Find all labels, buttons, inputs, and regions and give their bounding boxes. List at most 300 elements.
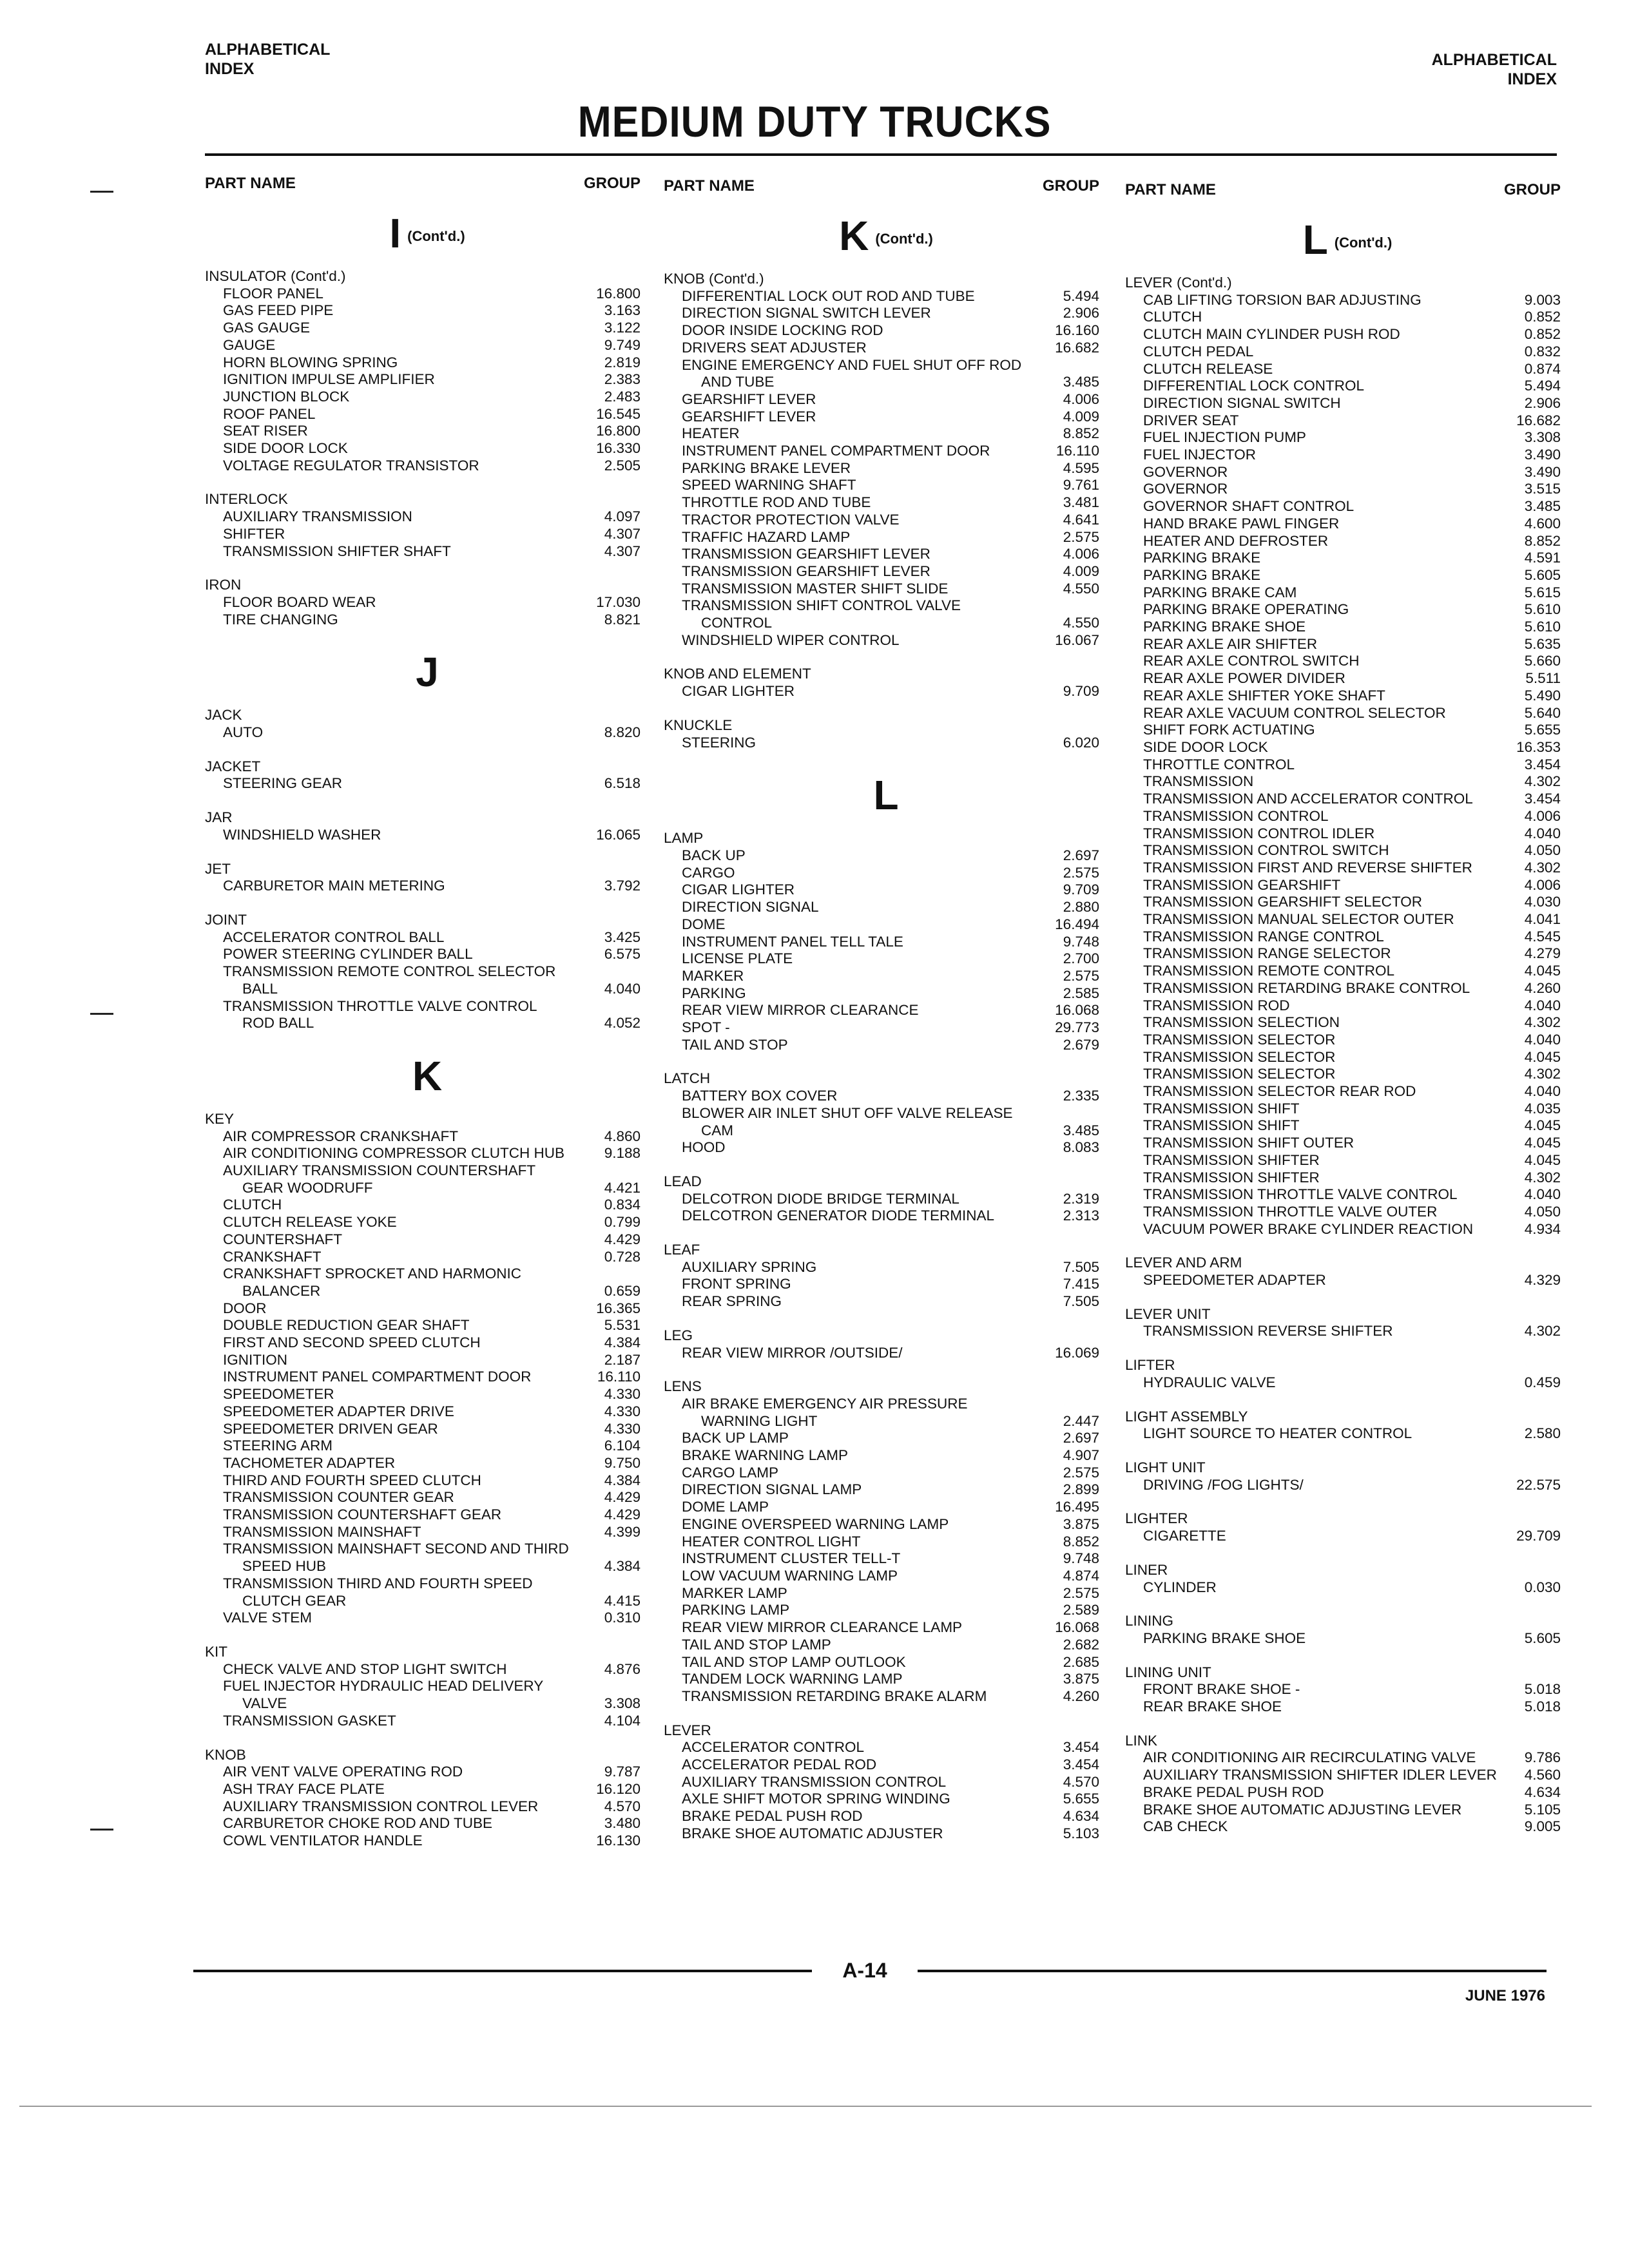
part-name: ACCELERATOR PEDAL ROD <box>682 1756 877 1773</box>
group-number: 6.575 <box>604 946 641 963</box>
index-row <box>1125 928 1570 946</box>
part-name-header: PART NAME <box>1125 181 1216 198</box>
part-name: TACHOMETER ADAPTER <box>223 1454 396 1471</box>
index-row <box>205 1334 650 1352</box>
part-name: REAR SPRING <box>682 1293 782 1310</box>
group-number: 4.330 <box>604 1403 641 1419</box>
index-column-3 <box>1125 182 1570 1852</box>
section-letter-text: K <box>839 213 869 259</box>
group-number: 2.682 <box>1063 1636 1099 1653</box>
part-name: GOVERNOR <box>1143 463 1228 480</box>
index-row <box>205 1558 650 1575</box>
index-row <box>664 1533 1108 1551</box>
part-name: TRANSMISSION MAINSHAFT <box>223 1523 421 1540</box>
group-number: 4.634 <box>1063 1808 1099 1825</box>
group-name: LAMP <box>664 830 704 847</box>
index-group <box>1125 274 1570 1238</box>
index-row <box>1125 1032 1570 1049</box>
part-name: LIGHT SOURCE TO HEATER CONTROL <box>1143 1425 1412 1442</box>
index-row <box>664 1619 1108 1637</box>
index-row <box>664 1345 1108 1362</box>
index-row <box>664 1654 1108 1671</box>
index-row <box>664 494 1108 512</box>
index-row <box>1125 1204 1570 1221</box>
index-row <box>205 1524 650 1541</box>
index-row <box>205 508 650 526</box>
page-number: A-14 <box>842 1959 887 1982</box>
index-row <box>664 735 1108 752</box>
part-name: ROOF PANEL <box>223 405 316 422</box>
part-name: DRIVERS SEAT ADJUSTER <box>682 339 867 356</box>
part-name: PARKING BRAKE <box>1143 550 1261 566</box>
index-row <box>1125 1477 1570 1494</box>
part-name: FLOOR BOARD WEAR <box>223 593 376 610</box>
group-name: LINER <box>1125 1561 1168 1578</box>
index-row <box>664 425 1108 443</box>
part-name: PARKING BRAKE SHOE <box>1143 1629 1306 1646</box>
part-name: PARKING BRAKE SHOE <box>1143 619 1306 635</box>
index-row <box>205 1162 650 1180</box>
index-row <box>664 1637 1108 1654</box>
index-row <box>664 1276 1108 1293</box>
group-header: GROUP <box>1042 177 1099 195</box>
group-number: 4.876 <box>604 1660 641 1677</box>
part-name: HEATER <box>682 425 740 442</box>
index-row <box>1125 1374 1570 1392</box>
index-row <box>205 1403 650 1421</box>
group-number: 7.505 <box>1063 1258 1099 1275</box>
part-name: VOLTAGE REGULATOR TRANSISTOR <box>223 457 479 474</box>
group-number: 5.605 <box>1524 566 1561 583</box>
part-name: TRANSMISSION THROTTLE VALVE CONTROL <box>223 997 537 1014</box>
group-number: 4.035 <box>1524 1100 1561 1117</box>
part-name: POWER STEERING CYLINDER BALL <box>223 946 473 963</box>
group-number: 3.454 <box>1524 791 1561 807</box>
index-row <box>205 1317 650 1334</box>
part-name: BRAKE SHOE AUTOMATIC ADJUSTER <box>682 1825 943 1841</box>
part-name: TRANSMISSION SHIFT OUTER <box>1143 1135 1354 1151</box>
part-name: AUTO <box>223 724 264 741</box>
index-row <box>1125 670 1570 687</box>
part-name: AUXILIARY TRANSMISSION CONTROL <box>682 1773 947 1790</box>
index-row <box>1125 722 1570 739</box>
part-name: TRANSMISSION RANGE SELECTOR <box>1143 945 1391 962</box>
index-row <box>664 1516 1108 1533</box>
header-right-line1: ALPHABETICAL <box>1431 51 1557 69</box>
index-group <box>205 268 650 474</box>
group-number: 4.545 <box>1524 928 1561 945</box>
margin-mark <box>90 1829 113 1831</box>
group-number: 22.575 <box>1516 1476 1561 1493</box>
part-name: DOUBLE REDUCTION GEAR SHAFT <box>223 1317 470 1334</box>
part-name: TRANSMISSION GEARSHIFT LEVER <box>682 562 930 579</box>
group-number: 4.560 <box>1524 1767 1561 1783</box>
group-number: 4.860 <box>604 1128 641 1144</box>
group-number: 29.709 <box>1516 1528 1561 1544</box>
part-name: GEAR WOODRUFF <box>242 1179 373 1196</box>
index-row <box>664 374 1108 391</box>
part-name: DIRECTION SIGNAL <box>682 899 819 916</box>
part-name: TRANSMISSION SHIFT <box>1143 1100 1300 1117</box>
index-row <box>664 881 1108 899</box>
header-left <box>205 40 330 79</box>
index-row <box>664 934 1108 951</box>
group-number: 4.570 <box>604 1798 641 1814</box>
index-row <box>1125 1425 1570 1443</box>
part-name: CHECK VALVE AND STOP LIGHT SWITCH <box>223 1660 507 1677</box>
index-row <box>205 1196 650 1214</box>
group-number: 4.302 <box>1524 859 1561 876</box>
part-name: THIRD AND FOURTH SPEED CLUTCH <box>223 1472 481 1488</box>
part-name: AXLE SHIFT MOTOR SPRING WINDING <box>682 1791 950 1807</box>
index-row <box>664 1825 1108 1843</box>
index-row <box>664 615 1108 632</box>
index-row <box>1125 395 1570 412</box>
index-row <box>1125 378 1570 395</box>
index-row <box>1125 945 1570 963</box>
part-name: TAIL AND STOP LAMP <box>682 1636 831 1653</box>
group-number <box>1099 597 1108 615</box>
group-number: 5.615 <box>1524 584 1561 601</box>
group-number: 0.874 <box>1524 360 1561 377</box>
part-name: CIGAR LIGHTER <box>682 683 795 700</box>
index-row <box>1125 877 1570 894</box>
part-name: CONTROL <box>701 615 773 631</box>
index-row <box>1125 963 1570 980</box>
part-name: LICENSE PLATE <box>682 950 793 967</box>
section-letter <box>205 206 650 264</box>
index-row <box>205 1781 650 1798</box>
index-row <box>664 1499 1108 1516</box>
group-number: 5.531 <box>604 1317 641 1334</box>
column-header <box>205 175 650 201</box>
group-number <box>641 1162 650 1180</box>
part-name: TRANSMISSION ROD <box>1143 997 1290 1014</box>
index-row <box>1125 860 1570 877</box>
index-row <box>664 1105 1108 1122</box>
part-name: TRANSMISSION MASTER SHIFT SLIDE <box>682 580 949 597</box>
group-number: 4.097 <box>604 508 641 525</box>
group-name: LIFTER <box>1125 1357 1175 1374</box>
group-number: 0.728 <box>604 1248 641 1265</box>
index-group <box>205 758 650 793</box>
index-row <box>1125 326 1570 343</box>
group-name: JET <box>205 860 231 877</box>
index-row <box>664 546 1108 563</box>
index-row <box>1125 343 1570 361</box>
index-row <box>205 594 650 611</box>
group-number <box>641 998 650 1015</box>
group-number: 4.302 <box>1524 1014 1561 1031</box>
part-name: DOOR <box>223 1300 267 1316</box>
index-group <box>664 717 1108 751</box>
index-row <box>205 946 650 963</box>
part-name: BLOWER AIR INLET SHUT OFF VALVE RELEASE <box>682 1104 1013 1121</box>
index-row <box>664 1774 1108 1791</box>
index-row <box>1125 533 1570 550</box>
group-number: 5.660 <box>1524 653 1561 669</box>
group-name: KNOB AND ELEMENT <box>664 666 811 682</box>
index-row <box>664 968 1108 985</box>
part-name: TRANSMISSION CONTROL IDLER <box>1143 825 1375 841</box>
group-number: 5.635 <box>1524 635 1561 652</box>
part-name: INSTRUMENT PANEL COMPARTMENT DOOR <box>223 1369 532 1385</box>
index-row <box>205 526 650 543</box>
index-row <box>1125 997 1570 1015</box>
group-number: 5.655 <box>1063 1791 1099 1807</box>
index-row <box>664 1550 1108 1568</box>
group-number: 6.104 <box>604 1437 641 1454</box>
group-number: 5.640 <box>1524 704 1561 721</box>
group-number: 5.105 <box>1524 1801 1561 1818</box>
part-name: STEERING ARM <box>223 1437 333 1454</box>
group-number: 4.045 <box>1524 1048 1561 1065</box>
group-number: 2.906 <box>1063 305 1099 322</box>
group-number: 4.384 <box>604 1558 641 1575</box>
group-number: 9.750 <box>604 1454 641 1471</box>
part-name: TRANSMISSION AND ACCELERATOR CONTROL <box>1143 791 1473 807</box>
part-name: GAS GAUGE <box>223 320 311 336</box>
group-number <box>641 1678 650 1695</box>
index-group <box>1125 1306 1570 1340</box>
part-name: REAR AXLE POWER DIVIDER <box>1143 670 1345 687</box>
part-name: TRANSMISSION SELECTOR <box>1143 1031 1336 1048</box>
index-row <box>205 457 650 475</box>
group-number: 0.799 <box>604 1214 641 1231</box>
group-number: 2.679 <box>1063 1036 1099 1053</box>
index-row <box>1125 1272 1570 1289</box>
section-letter-text: L <box>873 772 899 819</box>
index-row <box>664 683 1108 700</box>
part-name: PARKING BRAKE <box>1143 566 1261 583</box>
part-name: STEERING GEAR <box>223 775 343 792</box>
group-number: 16.682 <box>1055 339 1099 356</box>
part-name: DIRECTION SIGNAL LAMP <box>682 1481 862 1498</box>
group-number: 4.330 <box>604 1386 641 1403</box>
index-group <box>1125 1408 1570 1443</box>
group-header: GROUP <box>1503 181 1561 198</box>
part-name: STEERING <box>682 734 757 751</box>
group-number: 16.800 <box>596 423 641 439</box>
group-number: 16.065 <box>596 826 641 843</box>
part-name: CRANKSHAFT SPROCKET AND HARMONIC <box>223 1265 521 1282</box>
group-number: 4.302 <box>1524 1066 1561 1082</box>
index-row <box>1125 739 1570 756</box>
group-number: 16.110 <box>1055 443 1099 459</box>
part-name: TRANSMISSION SHIFT <box>1143 1117 1300 1134</box>
part-name: TRANSMISSION GEARSHIFT <box>1143 876 1341 893</box>
index-row <box>664 1139 1108 1157</box>
index-group <box>664 830 1108 1053</box>
index-row <box>664 460 1108 477</box>
group-number: 3.490 <box>1524 447 1561 463</box>
group-number: 16.495 <box>1055 1499 1099 1515</box>
part-name: INSTRUMENT PANEL COMPARTMENT DOOR <box>682 443 990 459</box>
part-name: SPEEDOMETER ADAPTER DRIVE <box>223 1403 454 1419</box>
group-number: 2.319 <box>1063 1190 1099 1207</box>
index-group <box>664 271 1108 649</box>
part-name: HORN BLOWING SPRING <box>223 354 398 370</box>
group-number: 16.800 <box>596 285 641 302</box>
group-number: 5.511 <box>1525 670 1561 687</box>
index-row <box>205 1678 650 1695</box>
index-row <box>664 1088 1108 1105</box>
index-group <box>205 1644 650 1730</box>
part-name: DIFFERENTIAL LOCK CONTROL <box>1143 378 1364 394</box>
index-row <box>664 597 1108 615</box>
index-group <box>664 1173 1108 1225</box>
index-row <box>664 899 1108 916</box>
index-row <box>205 1506 650 1524</box>
part-name: TRANSMISSION GEARSHIFT LEVER <box>682 546 930 562</box>
index-row <box>205 1593 650 1610</box>
group-number <box>641 1265 650 1283</box>
group-number: 4.634 <box>1524 1783 1561 1800</box>
group-number: 3.481 <box>1063 494 1099 511</box>
part-name: MARKER <box>682 967 744 984</box>
group-number: 16.682 <box>1516 412 1561 428</box>
index-row <box>1125 705 1570 722</box>
group-number: 2.880 <box>1063 899 1099 916</box>
index-row <box>1125 1186 1570 1204</box>
part-name: WARNING LIGHT <box>701 1412 818 1429</box>
group-number: 9.003 <box>1524 291 1561 308</box>
part-name: SPEED HUB <box>242 1558 327 1575</box>
part-name: TRANSMISSION SHIFT CONTROL VALVE <box>682 597 961 614</box>
part-name: CLUTCH <box>223 1196 282 1213</box>
index-group <box>205 912 650 1032</box>
index-row <box>664 340 1108 357</box>
index-row <box>664 1293 1108 1311</box>
group-number: 2.575 <box>1063 528 1099 545</box>
group-header: GROUP <box>583 175 641 192</box>
header-left-line1: ALPHABETICAL <box>205 41 331 59</box>
group-number: 4.399 <box>604 1523 641 1540</box>
group-number: 4.907 <box>1063 1447 1099 1464</box>
part-name: TRANSMISSION RANGE CONTROL <box>1143 928 1384 945</box>
group-number: 4.302 <box>1524 1169 1561 1186</box>
group-number: 17.030 <box>596 593 641 610</box>
section-contd: (Cont'd.) <box>875 231 933 247</box>
group-number: 2.575 <box>1063 967 1099 984</box>
part-name: ASH TRAY FACE PLATE <box>223 1780 385 1797</box>
group-number: 3.875 <box>1063 1515 1099 1532</box>
part-name: SHIFT FORK ACTUATING <box>1143 722 1315 738</box>
part-name: CARGO <box>682 864 735 881</box>
group-name: LIGHT ASSEMBLY <box>1125 1408 1248 1425</box>
group-number: 5.605 <box>1524 1629 1561 1646</box>
part-name: HAND BRAKE PAWL FINGER <box>1143 515 1340 532</box>
part-name: ROD BALL <box>242 1015 314 1032</box>
group-number <box>1099 357 1108 374</box>
group-number: 3.792 <box>604 878 641 894</box>
part-name: BATTERY BOX COVER <box>682 1088 838 1104</box>
part-name: FLOOR PANEL <box>223 285 323 302</box>
index-group <box>205 491 650 560</box>
group-number: 3.454 <box>1063 1739 1099 1756</box>
index-row <box>1125 1169 1570 1187</box>
index-group <box>1125 1357 1570 1391</box>
group-number: 4.260 <box>1063 1687 1099 1704</box>
page-title: MEDIUM DUTY TRUCKS <box>577 97 1052 146</box>
index-row <box>664 1037 1108 1054</box>
group-number: 2.685 <box>1063 1653 1099 1670</box>
part-name: CARGO LAMP <box>682 1464 779 1481</box>
group-number: 4.550 <box>1063 580 1099 597</box>
part-name: TRANSMISSION REMOTE CONTROL <box>1143 963 1395 979</box>
index-group <box>1125 1562 1570 1596</box>
index-row <box>664 1447 1108 1465</box>
group-number: 4.329 <box>1524 1272 1561 1289</box>
group-number: 4.045 <box>1524 963 1561 979</box>
index-row <box>1125 1579 1570 1597</box>
group-number: 4.040 <box>1524 997 1561 1014</box>
group-number: 29.773 <box>1055 1019 1099 1036</box>
group-number: 3.454 <box>1063 1756 1099 1773</box>
group-number: 4.550 <box>1063 615 1099 631</box>
index-row <box>205 611 650 629</box>
group-name: LEVER (Cont'd.) <box>1125 274 1232 291</box>
group-number: 16.068 <box>1055 1619 1099 1636</box>
group-number: 4.307 <box>604 525 641 542</box>
footer-rule-right <box>918 1970 1547 1972</box>
index-row <box>205 1437 650 1455</box>
part-name: TRANSMISSION SHIFTER <box>1143 1151 1320 1168</box>
part-name: DIFFERENTIAL LOCK OUT ROD AND TUBE <box>682 287 975 304</box>
index-row <box>1125 756 1570 774</box>
index-row <box>205 1661 650 1678</box>
index-row <box>205 354 650 372</box>
index-row <box>205 371 650 389</box>
group-number: 4.415 <box>604 1592 641 1609</box>
group-number: 2.589 <box>1063 1602 1099 1619</box>
group-name: KNOB <box>205 1746 246 1763</box>
group-number: 5.494 <box>1524 378 1561 394</box>
group-number: 0.030 <box>1524 1579 1561 1595</box>
group-name: INSULATOR (Cont'd.) <box>205 268 346 284</box>
part-name: CARBURETOR MAIN METERING <box>223 878 445 894</box>
part-name: PARKING BRAKE CAM <box>1143 584 1297 601</box>
index-row <box>1125 773 1570 791</box>
index-row <box>205 1815 650 1832</box>
index-row <box>1125 1528 1570 1545</box>
group-name: LINING UNIT <box>1125 1664 1211 1680</box>
index-row <box>1125 1698 1570 1716</box>
part-name: TRANSMISSION COUNTER GEAR <box>223 1489 454 1506</box>
index-group <box>205 1111 650 1627</box>
part-name-header: PART NAME <box>664 177 755 195</box>
footer-rule-left <box>193 1970 812 1972</box>
index-row <box>1125 567 1570 584</box>
group-number: 4.052 <box>604 1015 641 1032</box>
index-row <box>1125 1749 1570 1767</box>
group-number: 4.874 <box>1063 1568 1099 1584</box>
group-number: 4.384 <box>604 1334 641 1351</box>
header-left-line2: INDEX <box>205 60 255 78</box>
group-number: 4.045 <box>1524 1117 1561 1134</box>
part-name: SPEEDOMETER <box>223 1386 334 1403</box>
index-row <box>1125 894 1570 911</box>
group-number: 2.580 <box>1524 1425 1561 1442</box>
index-row <box>205 1610 650 1627</box>
index-row <box>1125 980 1570 997</box>
index-row <box>664 950 1108 968</box>
group-number: 4.045 <box>1524 1135 1561 1151</box>
group-number: 4.050 <box>1524 842 1561 859</box>
title-rule <box>205 153 1557 156</box>
part-name: TAIL AND STOP LAMP OUTLOOK <box>682 1653 906 1670</box>
index-row <box>205 1249 650 1266</box>
